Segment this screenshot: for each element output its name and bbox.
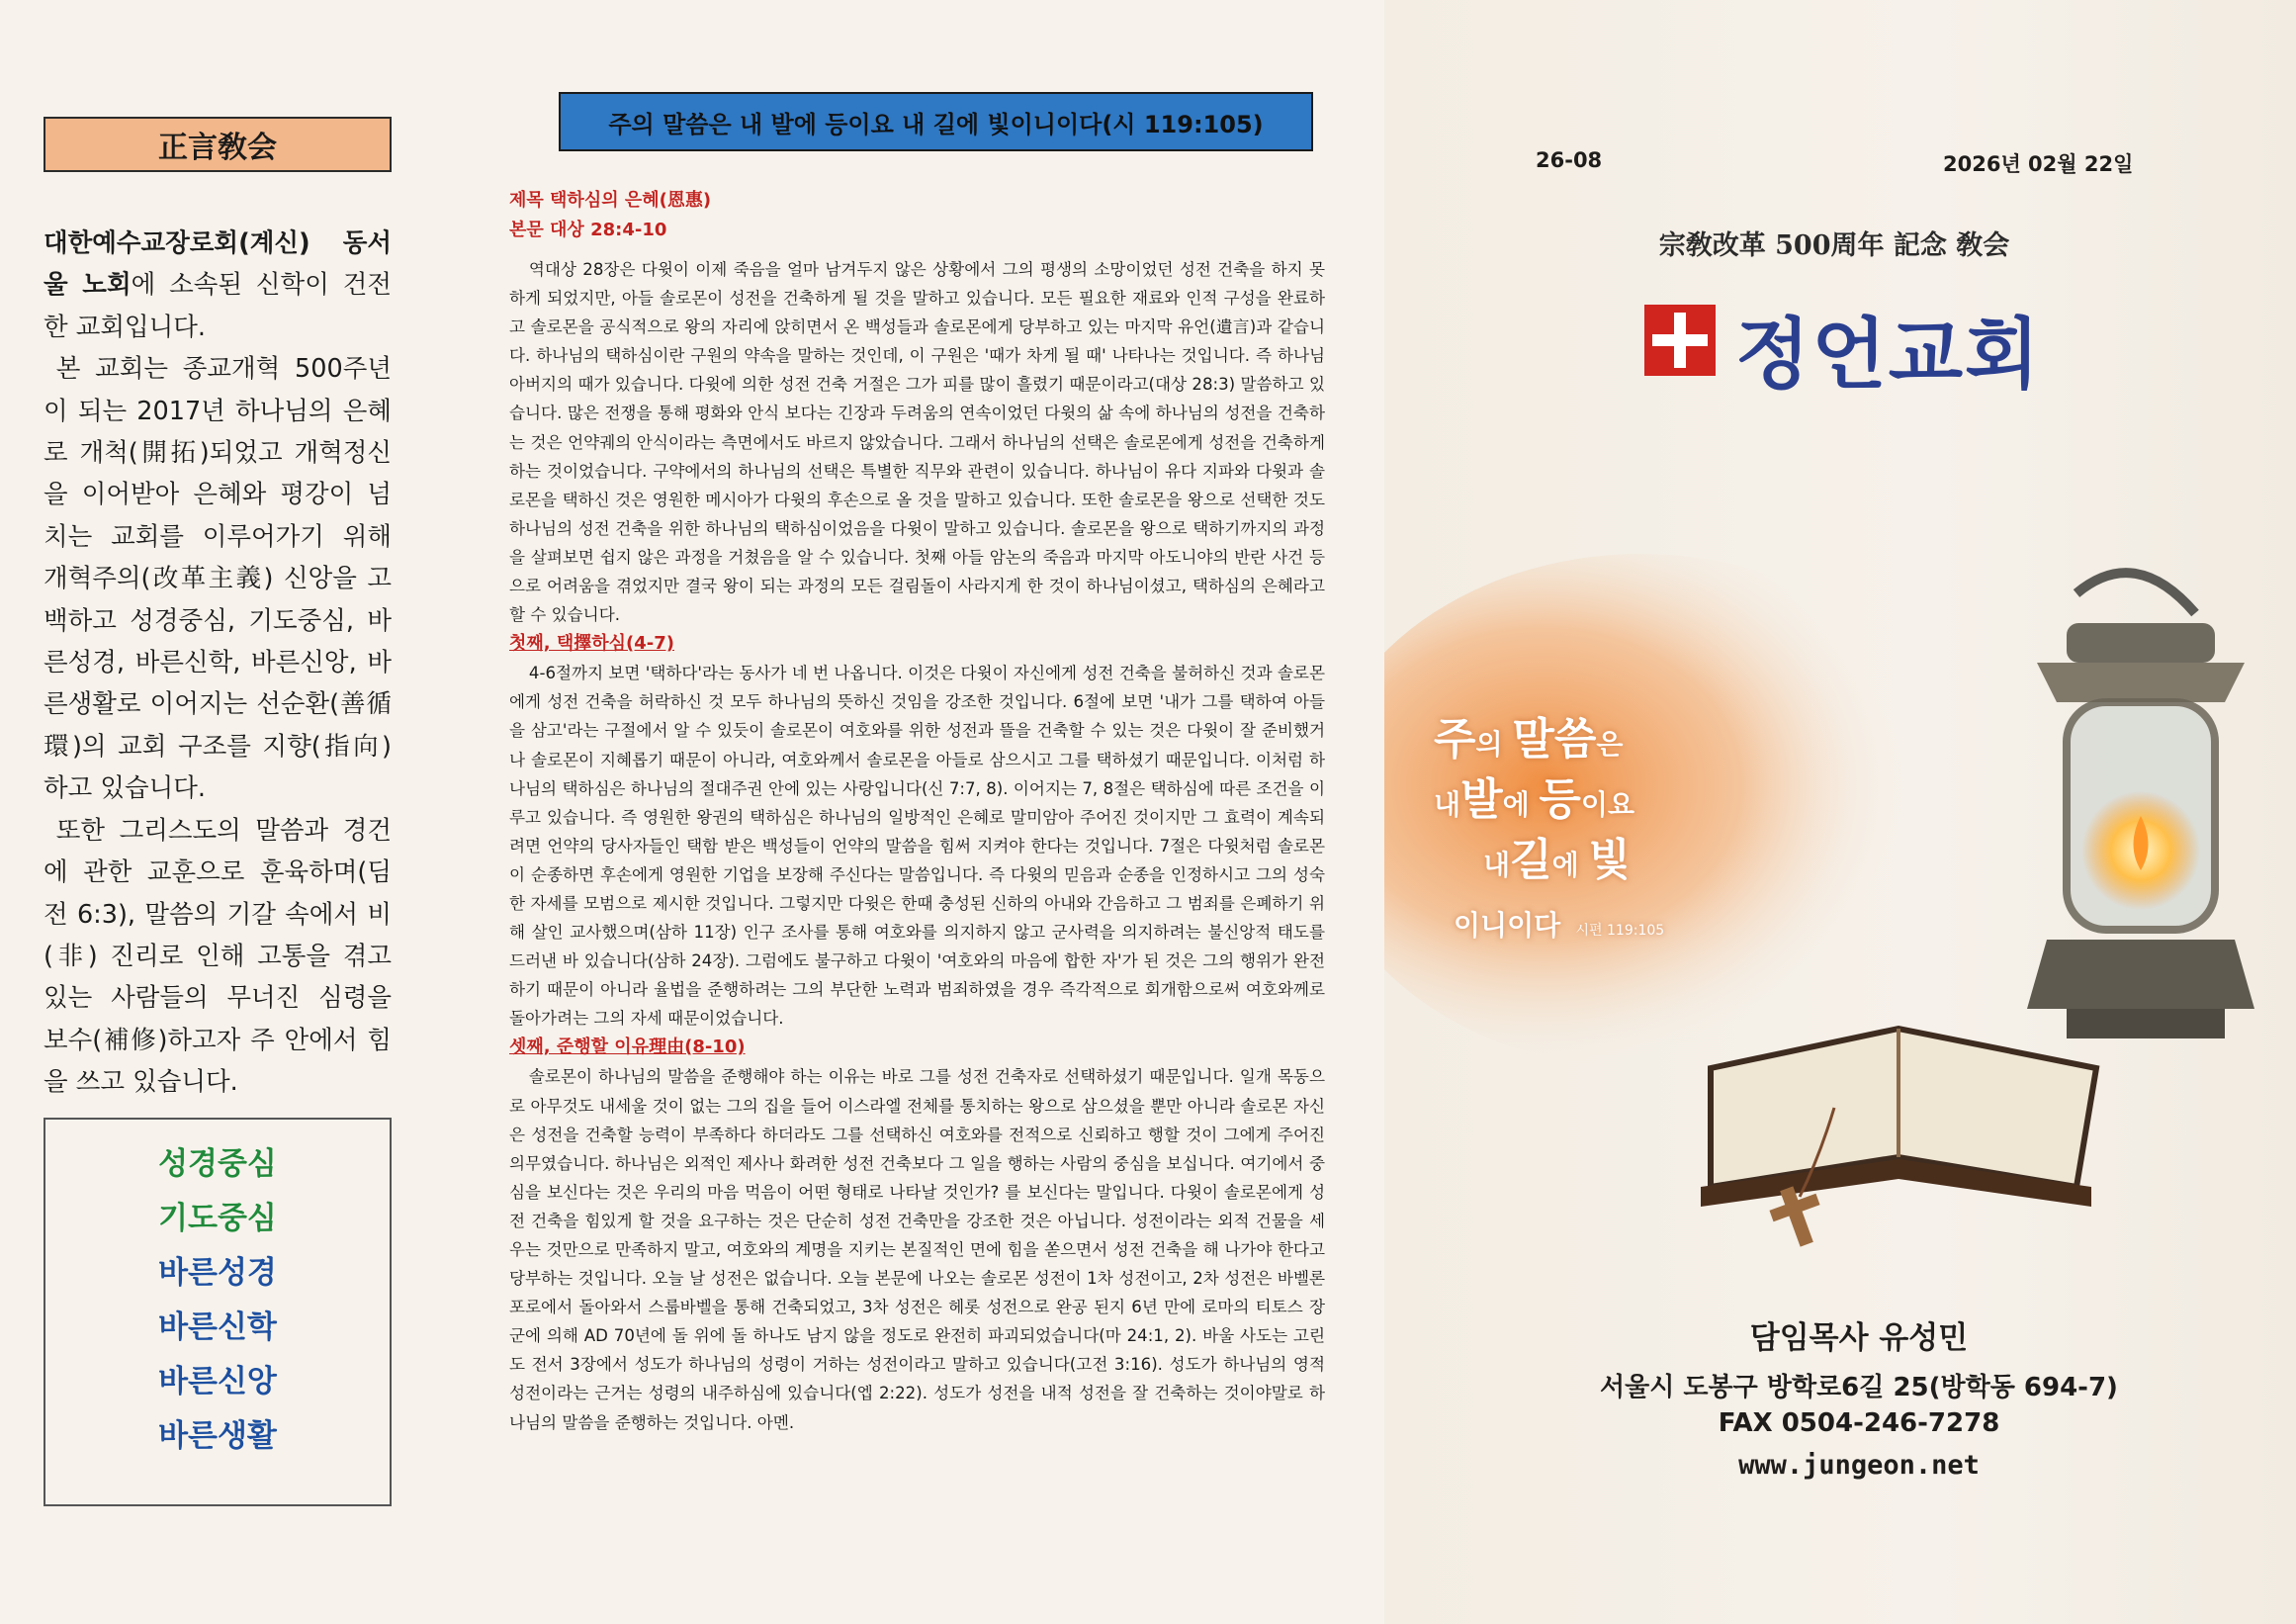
website-url: www.jungeon.net [1738,1450,1980,1481]
issue-number: 26-08 [1536,148,1603,172]
church-logo-icon [1644,305,1716,376]
intro-paragraph-1-rest: 에 소속된 신학이 건전한 교회입니다. [44,270,392,342]
sermon-paragraph: 솔로몬이 하나님의 말씀을 준행해야 하는 이유는 바로 그를 성전 건축자로 선택하셨기 때문입니다. 일개 목동으로 아무것도 내세울 것이 없는 그의 집을 들어 이스라엘 전체를 통치하는 왕으로 삼으셨을 뿐만 아니라 솔로몬 자신은 성전을 건축할 능력이 부족하다 하더라도 그를 선택하신 여호와를 전적으로 신뢰하고 행할 것이 그에게 주어진 의무였습니다. 하나님은 외적인 제사나 화려한 성전 건축보다 그 일을 행하는 사람의 중심을 보십니다. 여기에서 중심을 보신다는 것은 우리의 마음 먹음이 어떤 형태로 나타날 것인가? 를 보신다는 말입니다. 다윗이 솔로몬에게 성전 건축을 힘있게 할 것을 요구하는 것은 단순히 성전 건축만을 강조한 것은 아닙니다. 성전이라는 외적 건물을 세우는 것만으로 만족하지 말고, 여호와의 계명을 지키는 본질적인 면에 힘을 쏟으면서 성전 건축을 해 나가야 한다고 당부하는 것입니다. 오늘 날 성전은 없습니다. 오늘 본문에 나오는 솔로몬 성전이 1차 성전이고, 2차 성전은 바벨론 포로에서 돌아와서 스룹바벨을 통해 건축되었고, 3차 성전은 헤롯 성전으로 완공 된지 6년 만에 로마의 티토스 장군에 의해 AD 70년에 돌 위에 돌 하나도 남지 않을 정도로 완전히 파괴되었습니다(마 24:1, 2). 바울 사도는 고린도 전서 3장에서 성도가 하나님의 성령이 거하는 성전이라고 말하고 있습니다(고전 3:16). 성도가 하나님의 영적 성전이라는 근거는 성령의 내주하심에 있습니다(엡 2:22). 성도가 성전을 내적 성전을 잘 건축하는 것이야말로 하나님의 말씀을 준행하는 것입니다. 아멘. [509,1067,1325,1432]
verse-line-1: 주의 말씀은 [1434,714,1624,765]
sermon-subheading: 첫째, 택擇하심(4-7) [509,633,675,655]
motto-item: 바른신앙 [158,1364,277,1399]
fax-number: FAX 0504-246-7278 [1718,1408,2000,1438]
left-church-title: 正言敎会 [44,117,392,172]
church-address: 서울시 도봉구 방학로6길 25(방학동 694-7) [1600,1373,2118,1402]
sermon-scripture: 본문 대상 28:4-10 [509,220,667,240]
pastor-name: 담임목사 유성민 [1749,1320,1969,1356]
bulletin-date: 2026년 02월 22일 [1943,152,2134,176]
sermon-paragraph: 4-6절까지 보면 '택하다'라는 동사가 네 번 나옵니다. 이것은 다윗이 자신에게 성전 건축을 불허하신 것과 솔로몬에게 성전 건축을 허락하신 것 모두 하나님의 뜻하신 것임을 강조한 것입니다. 6절에 보면 '내가 그를 택하여 아들을 삼고'라는 구절에서 알 수 있듯이 솔로몬이 여호와를 위한 성전과 뜰을 건축할 수 있는 것은 다윗이 잘 준비했거나 솔로몬이 지혜롭기 때문이 아니라, 여호와께서 솔로몬을 아들로 삼으시고 그를 택하셨기 때문입니다. 이처럼 하나님의 택하심은 하나님의 절대주권 안에 있는 사랑입니다(신 7:7, 8). 이어지는 7, 8절은 택하심에 따른 조건을 이루고 있습니다. 즉 영원한 왕권의 택하심은 하나님의 일방적인 은혜로 말미암아 주어진 것이지만 그 효력이 계속되려면 언약의 당사자들인 택함 받은 백성들이 언약의 말씀을 힘써 지켜야 한다는 것입니다. 7절은 다윗처럼 솔로몬이 순종하면 후손에게 영원한 기업을 보장해 주신다는 말씀입니다. 즉 다윗의 믿음과 순종을 인정하시고 그의 성숙한 자세를 모범으로 제시한 것입니다. 그렇지만 다윗은 한때 충성된 신하의 아내와 간음하고 그 범죄를 은폐하기 위해 살인 교사했으며(삼하 11장) 인구 조사를 통해 여호와를 의지하지 않고 군사력을 의지하려는 불신앙적 태도를 드러낸 바 있습니다(삼하 24장). 그럼에도 불구하고 다윗이 '여호와의 마음에 합한 자'가 된 것은 그의 행위가 완전하기 때문이 아니라 율법을 준행하려는 그의 부단한 노력과 범죄하였을 경우 즉각적으로 회개함으로써 여호와께로 돌아가려는 그의 자세 때문이었습니다. [509,664,1325,1029]
motto-item: 바른생활 [158,1418,277,1454]
sermon-subheading: 셋째, 준행할 이유理由(8-10) [509,1037,746,1058]
intro-paragraph-1 [44,223,392,348]
motto-item: 성경중심 [158,1146,277,1182]
motto-box [44,1118,392,1506]
intro-paragraph-3: 또한 그리스도의 말씀과 경건에 관한 교훈으로 훈육하며(딤전 6:3), 말씀의 기갈 속에서 비(非) 진리로 인해 고통을 겪고 있는 사람들의 무너진 심령을 보수(補修)하고자 주 안에서 힘을 쓰고 있습니다. [44,815,392,1098]
verse-line-3: 내길에 빛 [1483,835,1631,885]
sermon-title: 제목 택하심의 은혜(恩惠) [509,190,712,211]
verse-line-4: 이니이다 시편 119:105 [1454,909,1665,942]
illustration-verse [1434,712,1790,958]
verse-reference: 시편 119:105 [1575,923,1665,939]
motto-item: 바른성경 [158,1255,277,1291]
intro-paragraph-2: 본 교회는 종교개혁 500주년이 되는 2017년 하나님의 은혜로 개척(開拓)되었고 개혁정신을 이어받아 은혜와 평강이 넘치는 교회를 이루어가기 위해 개혁주의(改革主義) 신앙을 고백하고 성경중심, 기도중심, 바른성경, 바른신학, 바른신앙, 바른생활로 이어지는 선순환(善循環)의 교회 구조를 지향(指向)하고 있습니다. [44,354,392,804]
presbytery-name: 대한예수교장로회(계신) 동서울 노회 [44,228,392,301]
motto-item: 기도중심 [158,1201,277,1236]
sermon-content [509,186,1325,1437]
motto-item: 바른신학 [158,1309,277,1345]
church-name: 정언교회 [1735,311,2042,400]
church-introduction [44,223,392,1104]
sermon-paragraph: 역대상 28장은 다윗이 이제 죽음을 얼마 남겨두지 않은 상황에서 그의 평생의 소망이었던 성전 건축을 하지 못하게 되었지만, 아들 솔로몬이 성전을 건축하게 될 것을 말하고 있습니다. 모든 필요한 재료와 인적 구성을 완료하고 솔로몬을 공식적으로 왕의 자리에 앉히면서 온 백성들과 솔로몬에게 당부하고 있는 마지막 유언(遺言)과 같습니다. 하나님의 택하심이란 구원의 약속을 말하는 것인데, 이 구원은 '때가 차게 될 때' 나타나는 것입니다. 즉 하나님 아버지의 때가 있습니다. 다윗에 의한 성전 건축 거절은 그가 피를 많이 흘렸기 때문이라고(대상 28:3) 말씀하고 있습니다. 많은 전쟁을 통해 평화와 안식 보다는 긴장과 두려움의 연속이었던 다윗의 삶 속에 하나님의 성전을 건축하는 것은 언약궤의 안식이라는 측면에서도 바르지 않았습니다. 그래서 하나님의 선택은 솔로몬에게 성전을 건축하게 하는 것이었습니다. 구약에서의 하나님의 선택은 특별한 직무와 관련이 있습니다. 하나님이 유다 지파와 다윗과 솔로몬을 택하신 것은 영원한 메시아가 다윗의 후손으로 올 것을 말하고 있습니다. 또한 솔로몬을 왕으로 선택한 것도 하나님의 성전 건축을 위한 하나님의 택하심이었음을 다윗이 말하고 있습니다. 솔로몬을 왕으로 택하기까지의 과정을 살펴보면 쉽지 않은 과정을 거쳤음을 알 수 있습니다. 첫째 아들 암논의 죽음과 마지막 아도니야의 반란 사건 등으로 어려움을 겪었지만 결국 왕이 되는 과정의 모든 걸림돌이 사라지게 한 것이 하나님이셨고, 택하심의 은혜라고 할 수 있습니다. [509,260,1325,625]
verse-line-2: 내발에 등이요 [1434,774,1634,825]
verse-banner: 주의 말씀은 내 발에 등이요 내 길에 빛이니이다(시 119:105) [559,92,1313,151]
anniversary-line: 宗敎改革 500周年 記念 敎会 [1658,230,2010,261]
